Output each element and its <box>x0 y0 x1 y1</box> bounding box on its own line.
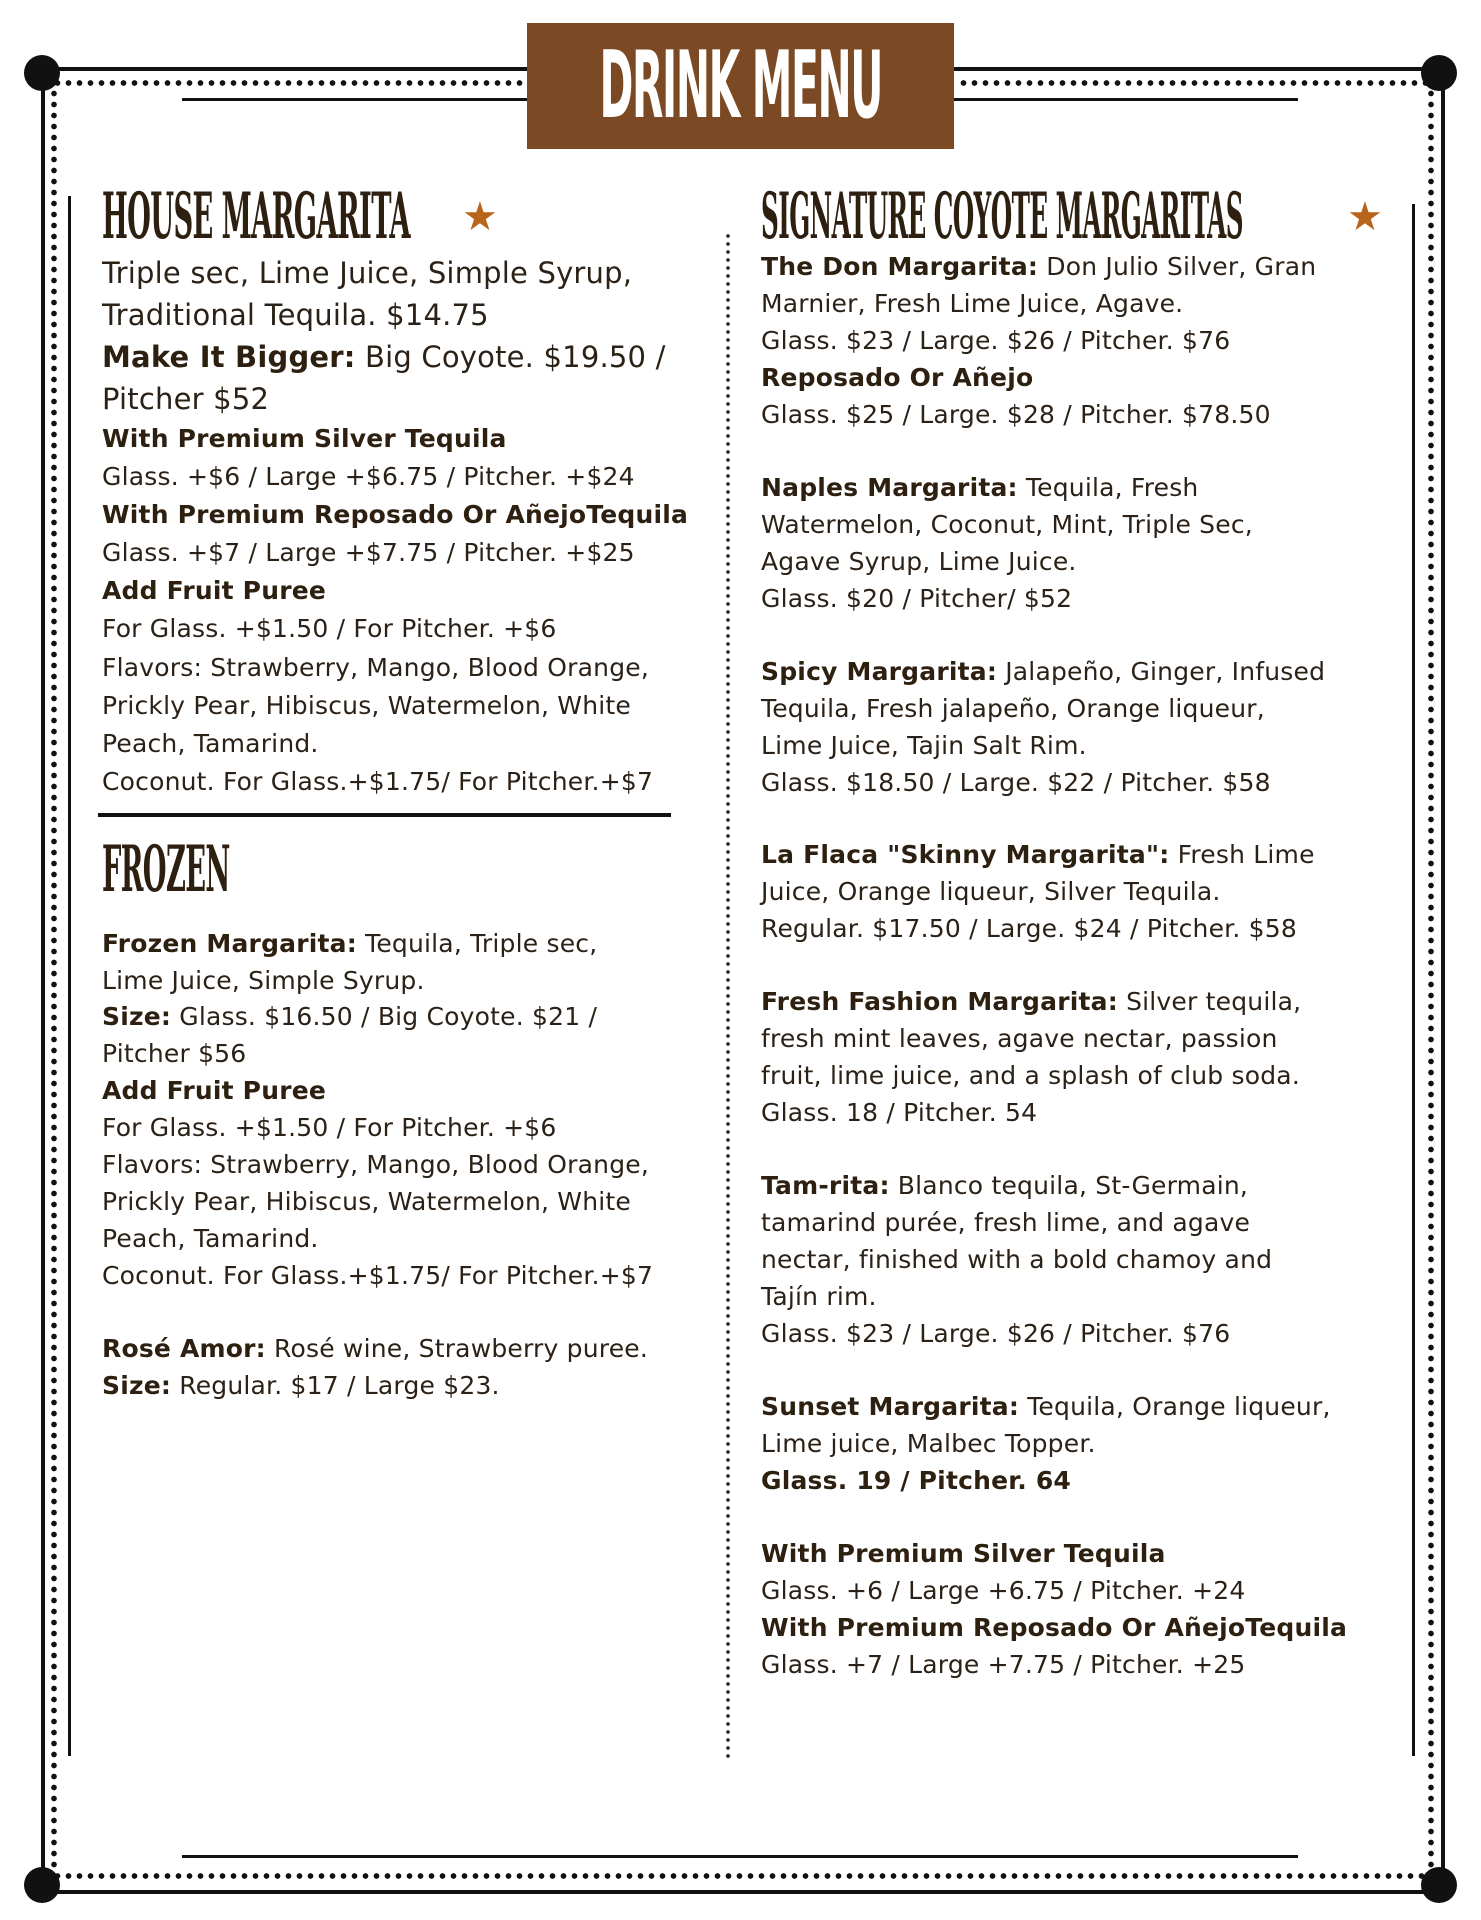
frozen-line <box>102 1002 597 1031</box>
house-line <box>102 729 319 758</box>
signature-line-text: fresh mint leaves, agave nectar, passion <box>761 1024 1278 1053</box>
signature-line <box>761 768 1271 797</box>
signature-line <box>761 1319 1230 1348</box>
signature-line-text: Watermelon, Coconut, Mint, Triple Sec, <box>761 510 1253 539</box>
signature-line-label: With Premium Silver Tequila <box>761 1539 1166 1568</box>
house-line <box>102 424 507 453</box>
house-line <box>102 691 631 720</box>
signature-line-label: Glass. 19 / Pitcher. 64 <box>761 1466 1072 1495</box>
title-banner <box>527 23 954 149</box>
signature-line <box>761 1024 1278 1053</box>
signature-line <box>761 1208 1250 1237</box>
frozen-line <box>102 1039 246 1068</box>
frozen-line-label: Size: <box>102 1371 172 1400</box>
signature-line <box>761 289 1183 318</box>
signature-line <box>761 914 1297 943</box>
frame-left-dots <box>51 88 57 1872</box>
signature-line-text: Glass. $23 / Large. $26 / Pitcher. $76 <box>761 1319 1231 1348</box>
house-line-text: Triple sec, Lime Juice, Simple Syrup, <box>102 256 633 290</box>
house-line-text: Prickly Pear, Hibiscus, Watermelon, White <box>102 691 631 720</box>
house-line <box>102 500 688 529</box>
frozen-line <box>102 1224 319 1253</box>
signature-line-text: Tajín rim. <box>761 1282 877 1311</box>
signature-line-text: Glass. $20 / Pitcher/ $52 <box>761 584 1073 613</box>
frozen-line <box>102 966 425 995</box>
frozen-heading: FROZEN <box>102 833 230 907</box>
signature-line <box>761 657 1325 686</box>
signature-line <box>761 547 1077 576</box>
frame-top-thin-right <box>953 98 1298 101</box>
frozen-line-text: Coconut. For Glass.+$1.75/ For Pitcher.+$7 <box>102 1261 654 1290</box>
signature-line <box>761 1650 1245 1679</box>
frozen-line-label: Add Fruit Puree <box>102 1076 327 1105</box>
signature-line-text: Glass. $18.50 / Large. $22 / Pitcher. $58 <box>761 768 1271 797</box>
frozen-line-label: Rosé Amor: <box>102 1334 266 1363</box>
signature-line-text: Jalapeño, Ginger, Infused <box>997 657 1326 686</box>
house-line-text: Glass. +$6 / Large +$6.75 / Pitcher. +$24 <box>102 462 635 491</box>
signature-line-label: With Premium Reposado Or AñejoTequila <box>761 1613 1348 1642</box>
frozen-line <box>102 929 597 958</box>
house-line <box>102 576 326 605</box>
frozen-line-text: Tequila, Triple sec, <box>356 929 598 958</box>
section-divider <box>98 813 671 817</box>
signature-line-text: Agave Syrup, Lime Juice. <box>761 547 1077 576</box>
house-line <box>102 538 635 567</box>
signature-line <box>761 400 1271 429</box>
frozen-line-text: For Glass. +$1.50 / For Pitcher. +$6 <box>102 1113 557 1142</box>
house-line <box>102 256 632 290</box>
signature-line-text: Glass. $23 / Large. $26 / Pitcher. $76 <box>761 326 1231 355</box>
house-line <box>102 298 489 332</box>
house-line-label: With Premium Reposado Or AñejoTequila <box>102 500 689 529</box>
signature-line <box>761 1466 1071 1495</box>
frozen-line <box>102 1150 649 1179</box>
corner-ornament-bottom-left <box>24 1867 60 1903</box>
house-line-text: For Glass. +$1.50 / For Pitcher. +$6 <box>102 614 557 643</box>
signature-line <box>761 694 1265 723</box>
signature-line <box>761 510 1253 539</box>
signature-line-text: Marnier, Fresh Lime Juice, Agave. <box>761 289 1184 318</box>
signature-line <box>761 840 1315 869</box>
house-line-text: Big Coyote. $19.50 / <box>355 340 666 374</box>
signature-heading: SIGNATURE COYOTE MARGARITAS <box>761 180 1243 254</box>
signature-line-label: Fresh Fashion Margarita: <box>761 987 1118 1016</box>
frame-inner-left-rule <box>68 196 71 1756</box>
signature-line <box>761 987 1301 1016</box>
signature-line-text: Don Julio Silver, Gran <box>1038 252 1317 281</box>
signature-line-text: Regular. $17.50 / Large. $24 / Pitcher. $58 <box>761 914 1297 943</box>
frame-left-line <box>41 70 45 1892</box>
signature-line-text: Lime Juice, Tajin Salt Rim. <box>761 731 1087 760</box>
frame-inner-right-rule <box>1412 204 1415 1756</box>
signature-line <box>761 1429 1096 1458</box>
signature-line-text: Glass. +7 / Large +7.75 / Pitcher. +25 <box>761 1650 1246 1679</box>
frozen-line-text: Peach, Tamarind. <box>102 1224 319 1253</box>
signature-line <box>761 1098 1037 1127</box>
corner-ornament-top-left <box>24 55 60 91</box>
frozen-line-text: Prickly Pear, Hibiscus, Watermelon, White <box>102 1187 631 1216</box>
house-line-text: Flavors: Strawberry, Mango, Blood Orange, <box>102 653 649 682</box>
frozen-line-text: Glass. $16.50 / Big Coyote. $21 / <box>171 1002 598 1031</box>
frozen-line-text: Lime Juice, Simple Syrup. <box>102 966 425 995</box>
house-line-text: Coconut. For Glass.+$1.75/ For Pitcher.+$7 <box>102 767 654 796</box>
signature-line <box>761 1171 1248 1200</box>
frame-top-thin-left <box>182 98 528 101</box>
house-line-text: Peach, Tamarind. <box>102 729 319 758</box>
signature-line <box>761 1576 1245 1605</box>
frozen-line-text: Pitcher $56 <box>102 1039 247 1068</box>
frame-top-line-right <box>953 67 1448 71</box>
house-line-text: Traditional Tequila. $14.75 <box>102 298 489 332</box>
signature-line-text: Tequila, Fresh <box>1017 473 1199 502</box>
house-line <box>102 614 557 643</box>
house-line <box>102 382 269 416</box>
signature-line <box>761 584 1072 613</box>
signature-line-text: tamarind purée, fresh lime, and agave <box>761 1208 1251 1237</box>
page-title: DRINK MENU <box>599 31 882 141</box>
house-line-label: With Premium Silver Tequila <box>102 424 507 453</box>
frame-bottom-dots <box>52 1873 1436 1879</box>
signature-line-text: nectar, finished with a bold chamoy and <box>761 1245 1273 1274</box>
signature-line <box>761 1282 877 1311</box>
frozen-line <box>102 1371 500 1400</box>
frame-right-line <box>1441 70 1445 1892</box>
signature-line-label: Reposado Or Añejo <box>761 363 1034 392</box>
signature-line-text: Juice, Orange liqueur, Silver Tequila. <box>761 877 1221 906</box>
frame-top-line <box>44 67 528 71</box>
signature-line-text: Glass. 18 / Pitcher. 54 <box>761 1098 1038 1127</box>
signature-line <box>761 877 1221 906</box>
frozen-line-text: Flavors: Strawberry, Mango, Blood Orange, <box>102 1150 649 1179</box>
frame-bottom-line <box>44 1890 1448 1894</box>
frame-bottom-thin <box>182 1855 1298 1858</box>
signature-line <box>761 1613 1347 1642</box>
signature-line-text: Silver tequila, <box>1117 987 1302 1016</box>
signature-line <box>761 363 1033 392</box>
frame-right-dots <box>1428 88 1434 1872</box>
signature-line <box>761 731 1087 760</box>
corner-ornament-bottom-right <box>1421 1867 1457 1903</box>
signature-line-text: Glass. +6 / Large +6.75 / Pitcher. +24 <box>761 1576 1246 1605</box>
signature-line <box>761 326 1230 355</box>
signature-line <box>761 1539 1166 1568</box>
frame-top-dots-right <box>958 80 1436 86</box>
frame-top-dots <box>52 80 524 86</box>
house-margarita-heading: HOUSE MARGARITA <box>102 180 410 254</box>
signature-line-text: Fresh Lime <box>1169 840 1315 869</box>
signature-line <box>761 473 1198 502</box>
house-line <box>102 462 635 491</box>
column-separator <box>726 232 730 1760</box>
signature-line <box>761 1245 1272 1274</box>
frozen-line <box>102 1113 557 1142</box>
signature-line-label: Sunset Margarita: <box>761 1392 1020 1421</box>
house-line-label: Add Fruit Puree <box>102 576 327 605</box>
signature-line-text: Blanco tequila, St-Germain, <box>889 1171 1249 1200</box>
house-line <box>102 653 649 682</box>
house-line-label: Make It Bigger: <box>102 340 356 374</box>
signature-line-label: Tam-rita: <box>761 1171 890 1200</box>
signature-line <box>761 1392 1331 1421</box>
signature-line <box>761 1061 1300 1090</box>
signature-line-label: Naples Margarita: <box>761 473 1018 502</box>
frozen-line <box>102 1261 653 1290</box>
house-line-text: Pitcher $52 <box>102 382 270 416</box>
signature-line-text: fruit, lime juice, and a splash of club soda. <box>761 1061 1300 1090</box>
frozen-line <box>102 1187 631 1216</box>
signature-line-label: The Don Margarita: <box>761 252 1039 281</box>
signature-line-label: Spicy Margarita: <box>761 657 998 686</box>
frozen-line <box>102 1076 326 1105</box>
corner-ornament-top-right <box>1421 55 1457 91</box>
frozen-line-label: Size: <box>102 1002 172 1031</box>
signature-line-text: Tequila, Orange liqueur, <box>1019 1392 1331 1421</box>
house-line-text: Glass. +$7 / Large +$7.75 / Pitcher. +$25 <box>102 538 635 567</box>
signature-line <box>761 252 1316 281</box>
signature-line-label: La Flaca "Skinny Margarita": <box>761 840 1170 869</box>
signature-line-text: Glass. $25 / Large. $28 / Pitcher. $78.50 <box>761 400 1271 429</box>
signature-line-text: Tequila, Fresh jalapeño, Orange liqueur, <box>761 694 1265 723</box>
frozen-line <box>102 1334 648 1363</box>
frozen-line-label: Frozen Margarita: <box>102 929 357 958</box>
frozen-line-text: Rosé wine, Strawberry puree. <box>265 1334 649 1363</box>
house-line <box>102 767 653 796</box>
signature-line-text: Lime juice, Malbec Topper. <box>761 1429 1096 1458</box>
frozen-line-text: Regular. $17 / Large $23. <box>171 1371 500 1400</box>
star-icon: ★ <box>1347 194 1383 240</box>
star-icon: ★ <box>462 194 498 240</box>
house-line <box>102 340 666 374</box>
